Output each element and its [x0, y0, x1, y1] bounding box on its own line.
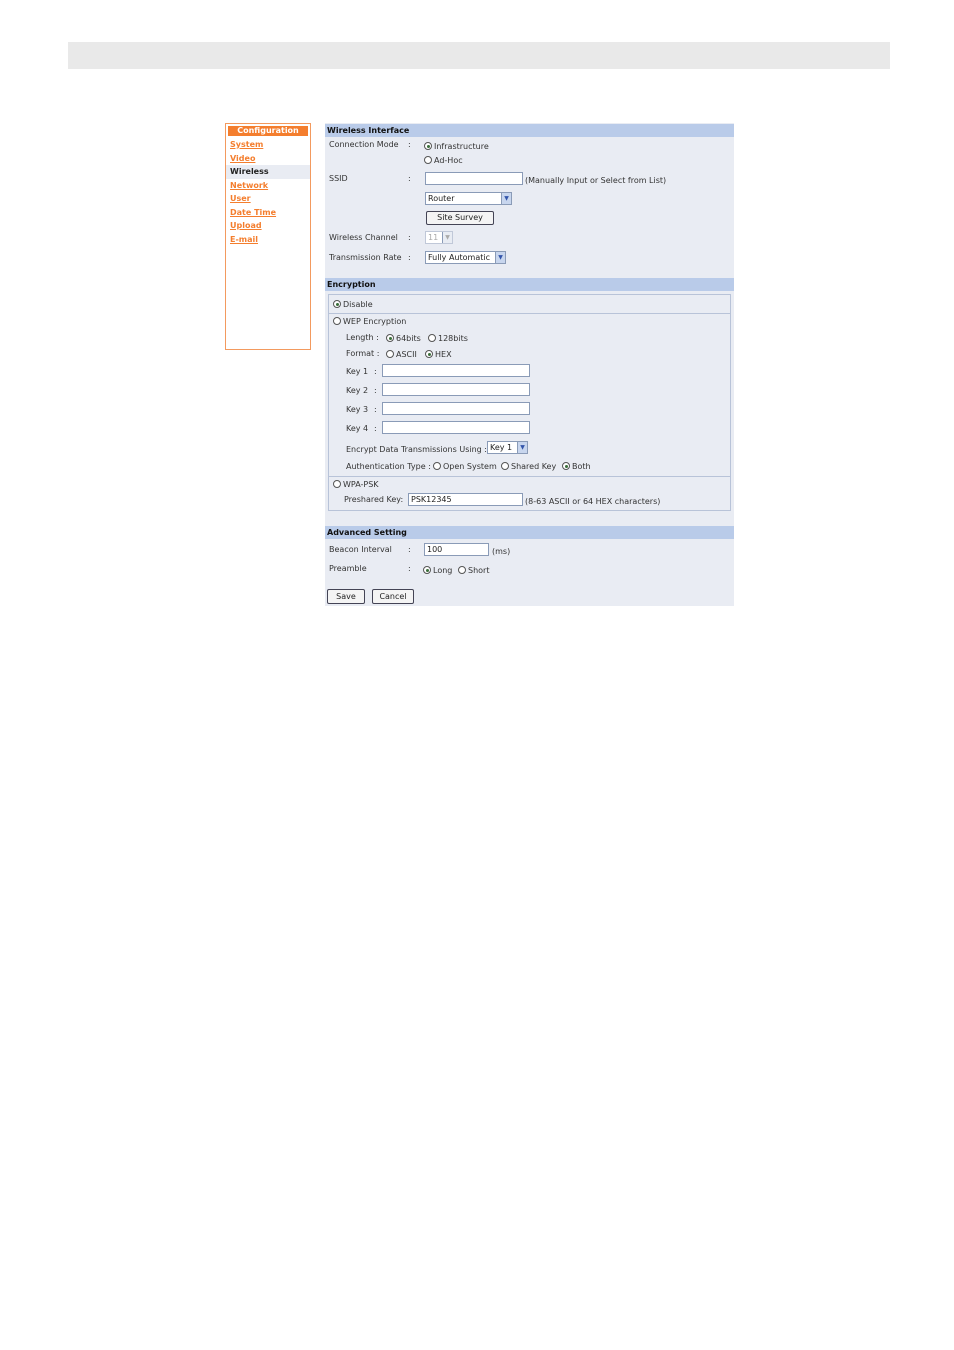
- encrypt-using-label: Encrypt Data Transmissions Using :: [346, 445, 487, 454]
- colon: :: [408, 545, 411, 554]
- beacon-unit: (ms): [492, 547, 511, 556]
- preshared-key-input[interactable]: [408, 493, 523, 506]
- divider: [329, 476, 730, 477]
- colon: :: [374, 386, 377, 395]
- colon: :: [408, 174, 411, 183]
- radio-selected-icon[interactable]: [424, 142, 432, 150]
- key2-input[interactable]: [382, 383, 530, 396]
- auth-both-option[interactable]: Both: [562, 462, 591, 472]
- chevron-down-icon[interactable]: ▼: [517, 442, 527, 453]
- key3-label: Key 3: [346, 405, 369, 414]
- auth-open-option[interactable]: Open System: [433, 462, 497, 472]
- wep-length-label: Length :: [346, 333, 379, 342]
- key3-input[interactable]: [382, 402, 530, 415]
- key2-label: Key 2: [346, 386, 369, 395]
- sidebar-nav: [226, 138, 310, 246]
- auth-shared-option[interactable]: Shared Key: [501, 462, 556, 472]
- beacon-interval-input[interactable]: [424, 543, 489, 556]
- sidebar-item-network[interactable]: Network: [230, 180, 269, 190]
- ssid-list-select[interactable]: Router ▼: [425, 192, 512, 205]
- radio-selected-icon[interactable]: [562, 462, 570, 470]
- radio-icon[interactable]: [428, 334, 436, 342]
- sidebar-item-email[interactable]: E-mail: [230, 234, 259, 244]
- transmission-rate-label: Transmission Rate: [329, 253, 402, 262]
- encrypt-key-select[interactable]: Key 1 ▼: [487, 441, 528, 454]
- radio-icon[interactable]: [433, 462, 441, 470]
- colon: :: [374, 367, 377, 376]
- length-64bits-option[interactable]: 64bits: [386, 334, 421, 344]
- wireless-channel-select: 11 ▼: [425, 231, 453, 244]
- radio-icon[interactable]: [333, 480, 341, 488]
- sidebar-item-wireless[interactable]: Wireless: [226, 165, 310, 179]
- beacon-interval-label: Beacon Interval: [329, 545, 392, 554]
- encryption-wep-option[interactable]: WEP Encryption: [333, 317, 406, 327]
- preamble-long-option[interactable]: Long: [423, 566, 452, 576]
- wireless-interface-heading: Wireless Interface: [325, 124, 734, 137]
- radio-icon[interactable]: [458, 566, 466, 574]
- colon: :: [408, 140, 411, 149]
- key4-label: Key 4: [346, 424, 369, 433]
- format-hex-option[interactable]: HEX: [425, 350, 452, 360]
- sidebar-item-system[interactable]: System: [230, 140, 264, 149]
- sidebar-item-user[interactable]: User: [230, 194, 251, 203]
- sidebar-item-upload[interactable]: Upload: [230, 221, 262, 230]
- key1-input[interactable]: [382, 364, 530, 377]
- connection-mode-label: Connection Mode: [329, 140, 399, 149]
- colon: :: [408, 253, 411, 262]
- ssid-hint: (Manually Input or Select from List): [525, 176, 667, 185]
- divider: [329, 313, 730, 314]
- site-survey-button[interactable]: Site Survey: [426, 211, 494, 225]
- mode-adhoc-option[interactable]: Ad-Hoc: [424, 156, 463, 166]
- chevron-down-icon: ▼: [442, 232, 452, 243]
- radio-selected-icon[interactable]: [333, 300, 341, 308]
- page-header-band: [68, 42, 890, 69]
- encryption-wpa-option[interactable]: WPA-PSK: [333, 480, 379, 490]
- colon: :: [408, 564, 411, 573]
- length-128bits-option[interactable]: 128bits: [428, 334, 468, 344]
- sidebar-item-datetime[interactable]: Date Time: [230, 207, 277, 217]
- radio-icon[interactable]: [333, 317, 341, 325]
- wireless-channel-label: Wireless Channel: [329, 233, 398, 242]
- wep-format-label: Format :: [346, 349, 380, 358]
- transmission-rate-select[interactable]: Fully Automatic ▼: [425, 251, 506, 264]
- mode-infrastructure-option[interactable]: Infrastructure: [424, 142, 489, 152]
- auth-type-label: Authentication Type :: [346, 462, 431, 471]
- ssid-label: SSID: [329, 174, 348, 183]
- radio-selected-icon[interactable]: [386, 334, 394, 342]
- wireless-settings-panel: [325, 123, 734, 606]
- save-button[interactable]: Save: [327, 589, 365, 604]
- ssid-input[interactable]: [425, 172, 523, 185]
- sidebar-item-video[interactable]: Video: [230, 153, 256, 163]
- radio-icon[interactable]: [424, 156, 432, 164]
- colon: :: [408, 233, 411, 242]
- key4-input[interactable]: [382, 421, 530, 434]
- chevron-down-icon[interactable]: ▼: [501, 193, 511, 204]
- cancel-button[interactable]: Cancel: [372, 589, 414, 604]
- radio-selected-icon[interactable]: [423, 566, 431, 574]
- encryption-disable-option[interactable]: Disable: [333, 300, 373, 310]
- advanced-setting-heading: Advanced Setting: [325, 526, 734, 539]
- key1-label: Key 1: [346, 367, 369, 376]
- preamble-short-option[interactable]: Short: [458, 566, 489, 576]
- encryption-heading: Encryption: [325, 278, 734, 291]
- config-sidebar: [225, 123, 311, 350]
- radio-icon[interactable]: [501, 462, 509, 470]
- preamble-label: Preamble: [329, 564, 367, 573]
- preshared-key-label: Preshared Key:: [344, 495, 404, 504]
- radio-selected-icon[interactable]: [425, 350, 433, 358]
- chevron-down-icon[interactable]: ▼: [495, 252, 505, 263]
- radio-icon[interactable]: [386, 350, 394, 358]
- colon: :: [374, 424, 377, 433]
- format-ascii-option[interactable]: ASCII: [386, 350, 417, 360]
- preshared-key-hint: (8-63 ASCII or 64 HEX characters): [525, 497, 661, 506]
- sidebar-heading: Configuration: [228, 126, 308, 136]
- colon: :: [374, 405, 377, 414]
